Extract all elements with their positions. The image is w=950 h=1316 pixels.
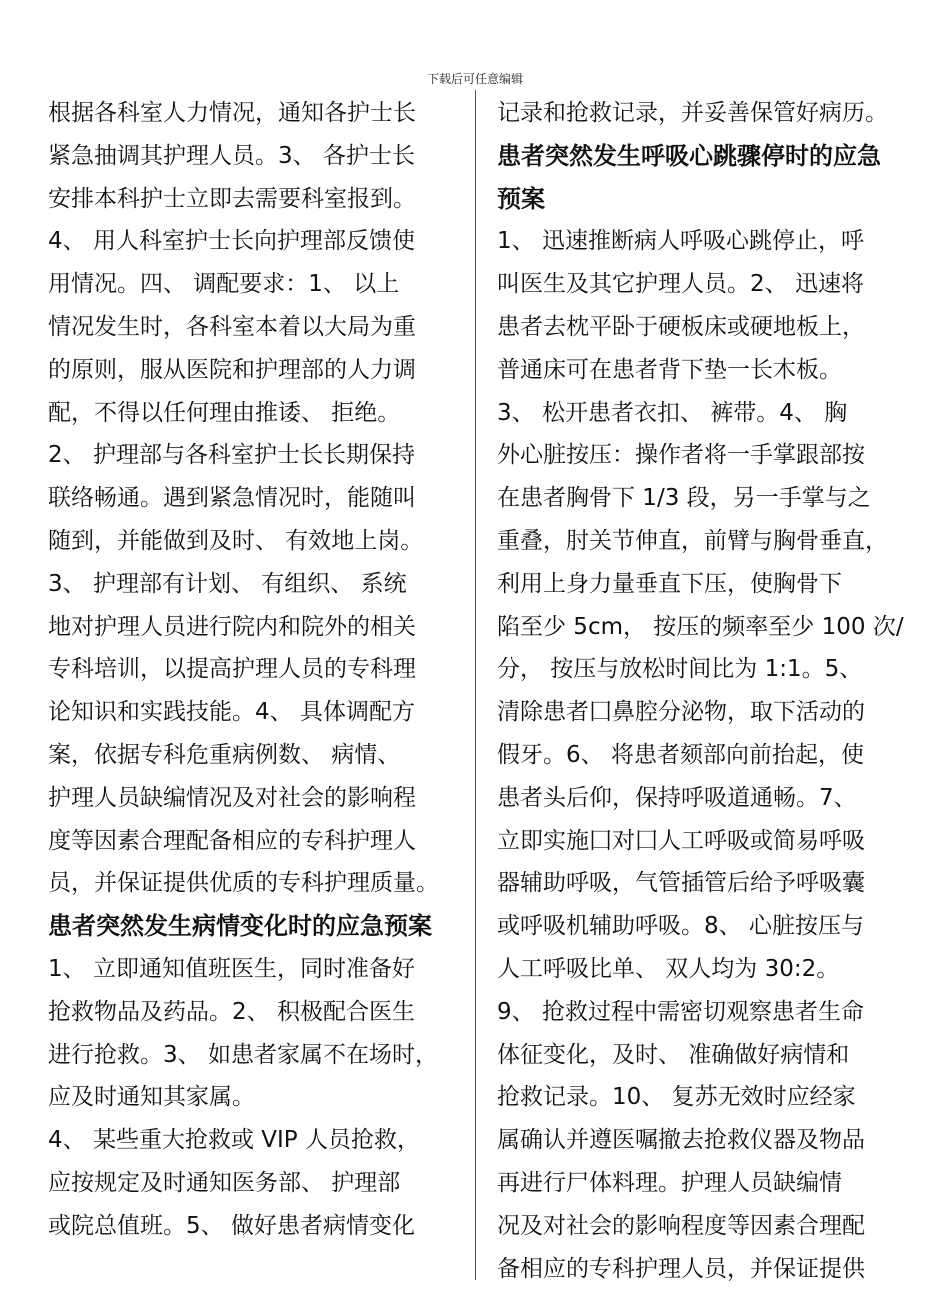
text-line: 情况发生时，各科室本着以大局为重 <box>48 313 416 340</box>
text-line: 2、 护理部与各科室护士长长期保持 <box>48 442 415 469</box>
text-line: 器辅助呼吸，气管插管后给予呼吸囊 <box>497 870 865 897</box>
text-line: 重叠，肘关节伸直，前臂与胸骨垂直， <box>497 527 888 554</box>
page-header: 下载后可任意编辑 <box>426 72 523 86</box>
right-column <box>497 92 907 1290</box>
text-line: 论知识和实践技能。4、 具体调配方 <box>48 699 415 726</box>
text-line: 体征变化，及时、 准确做好病情和 <box>497 1041 850 1068</box>
text-line: 安排本科护士立即去需要科室报到。 <box>48 185 416 212</box>
text-line: 根据各科室人力情况，通知各护士长 <box>48 100 416 126</box>
text-line: 抢救物品及药品。2、 积极配合医生 <box>48 998 415 1025</box>
text-line: 4、 用人科室护士长向护理部反馈使 <box>48 228 415 255</box>
text-line: 联络畅通。遇到紧急情况时，能随叫 <box>48 485 416 512</box>
text-line: 叫医生及其它护理人员。2、 迅速将 <box>497 271 864 298</box>
text-line: 应按规定及时通知医务部、 护理部 <box>48 1169 401 1196</box>
text-line: 3、 护理部有计划、 有组织、 系统 <box>48 570 407 597</box>
column-divider <box>475 90 476 1280</box>
text-line: 属确认并遵医嘱撤去抢救仪器及物品 <box>497 1127 865 1154</box>
text-line: 立即实施囗对囗人工呼吸或简易呼吸 <box>497 827 865 854</box>
text-line: 分， 按压与放松时间比为 1:1。5、 <box>497 656 863 683</box>
text-line: 外心脏按压：操作者将一手掌跟部按 <box>497 442 865 469</box>
text-line: 员，并保证提供优质的专科护理质量。 <box>48 870 439 897</box>
text-line: 的原则，服从医院和护理部的人力调 <box>48 356 416 383</box>
section-heading: 患者突然发生病情变化时的应急预案 <box>48 912 432 941</box>
section-heading: 患者突然发生呼吸心跳骤停时的应急 <box>497 141 881 170</box>
text-line: 进行抢救。3、 如患者家属不在场时， <box>48 1041 438 1068</box>
text-line: 4、 某些重大抢救或 VIP 人员抢救， <box>48 1127 420 1154</box>
text-line: 备相应的专科护理人员，并保证提供 <box>497 1255 865 1282</box>
text-line: 陷至少 5cm， 按压的频率至少 100 次/ <box>497 613 904 640</box>
text-line: 配，不得以任何理由推诿、 拒绝。 <box>48 399 401 426</box>
text-line: 专科培训，以提高护理人员的专科理 <box>48 656 416 683</box>
text-line: 况及对社会的影响程度等因素合理配 <box>497 1212 865 1239</box>
text-line: 应及时通知其家属。 <box>48 1084 255 1111</box>
text-line: 患者去枕平卧于硬板床或硬地板上， <box>497 313 865 340</box>
text-line: 假牙。6、 将患者颏部向前抬起，使 <box>497 741 864 768</box>
text-line: 人工呼吸比单、 双人均为 30:2。 <box>497 955 840 982</box>
text-line: 利用上身力量垂直下压，使胸骨下 <box>497 570 842 597</box>
text-line: 紧急抽调其护理人员。3、 各护士长 <box>48 142 415 169</box>
text-line: 或呼吸机辅助呼吸。8、 心脏按压与 <box>497 913 864 940</box>
text-line: 用情况。四、 调配要求：1、 以上 <box>48 271 400 298</box>
text-line: 再进行尸体料理。护理人员缺编情 <box>497 1169 842 1196</box>
text-line: 清除患者囗鼻腔分泌物，取下活动的 <box>497 699 865 726</box>
text-line: 普通床可在患者背下垫一长木板。 <box>497 356 842 383</box>
section-heading: 预案 <box>497 184 545 213</box>
text-line: 案，依据专科危重病例数、 病情、 <box>48 741 401 768</box>
text-line: 患者头后仰，保持呼吸道通畅。7、 <box>497 784 857 811</box>
text-line: 1、 迅速推断病人呼吸心跳停止，呼 <box>497 228 864 255</box>
text-line: 9、 抢救过程中需密切观察患者生命 <box>497 998 864 1025</box>
text-line: 记录和抢救记录，并妥善保管好病历。 <box>497 100 888 126</box>
text-line: 3、 松开患者衣扣、 裤带。4、 胸 <box>497 399 848 426</box>
text-line: 地对护理人员进行院内和院外的相关 <box>48 613 416 640</box>
text-line: 在患者胸骨下 1/3 段，另一手掌与之 <box>497 485 871 512</box>
text-line: 度等因素合理配备相应的专科护理人 <box>48 827 416 854</box>
text-line: 随到，并能做到及时、 有效地上岗。 <box>48 527 424 554</box>
left-column <box>48 92 458 1248</box>
text-line: 抢救记录。10、 复苏无效时应经家 <box>497 1084 856 1111</box>
text-line: 护理人员缺编情况及对社会的影响程 <box>48 784 416 811</box>
text-line: 1、 立即通知值班医生，同时准备好 <box>48 955 415 982</box>
text-line: 或院总值班。5、 做好患者病情变化 <box>48 1212 415 1239</box>
